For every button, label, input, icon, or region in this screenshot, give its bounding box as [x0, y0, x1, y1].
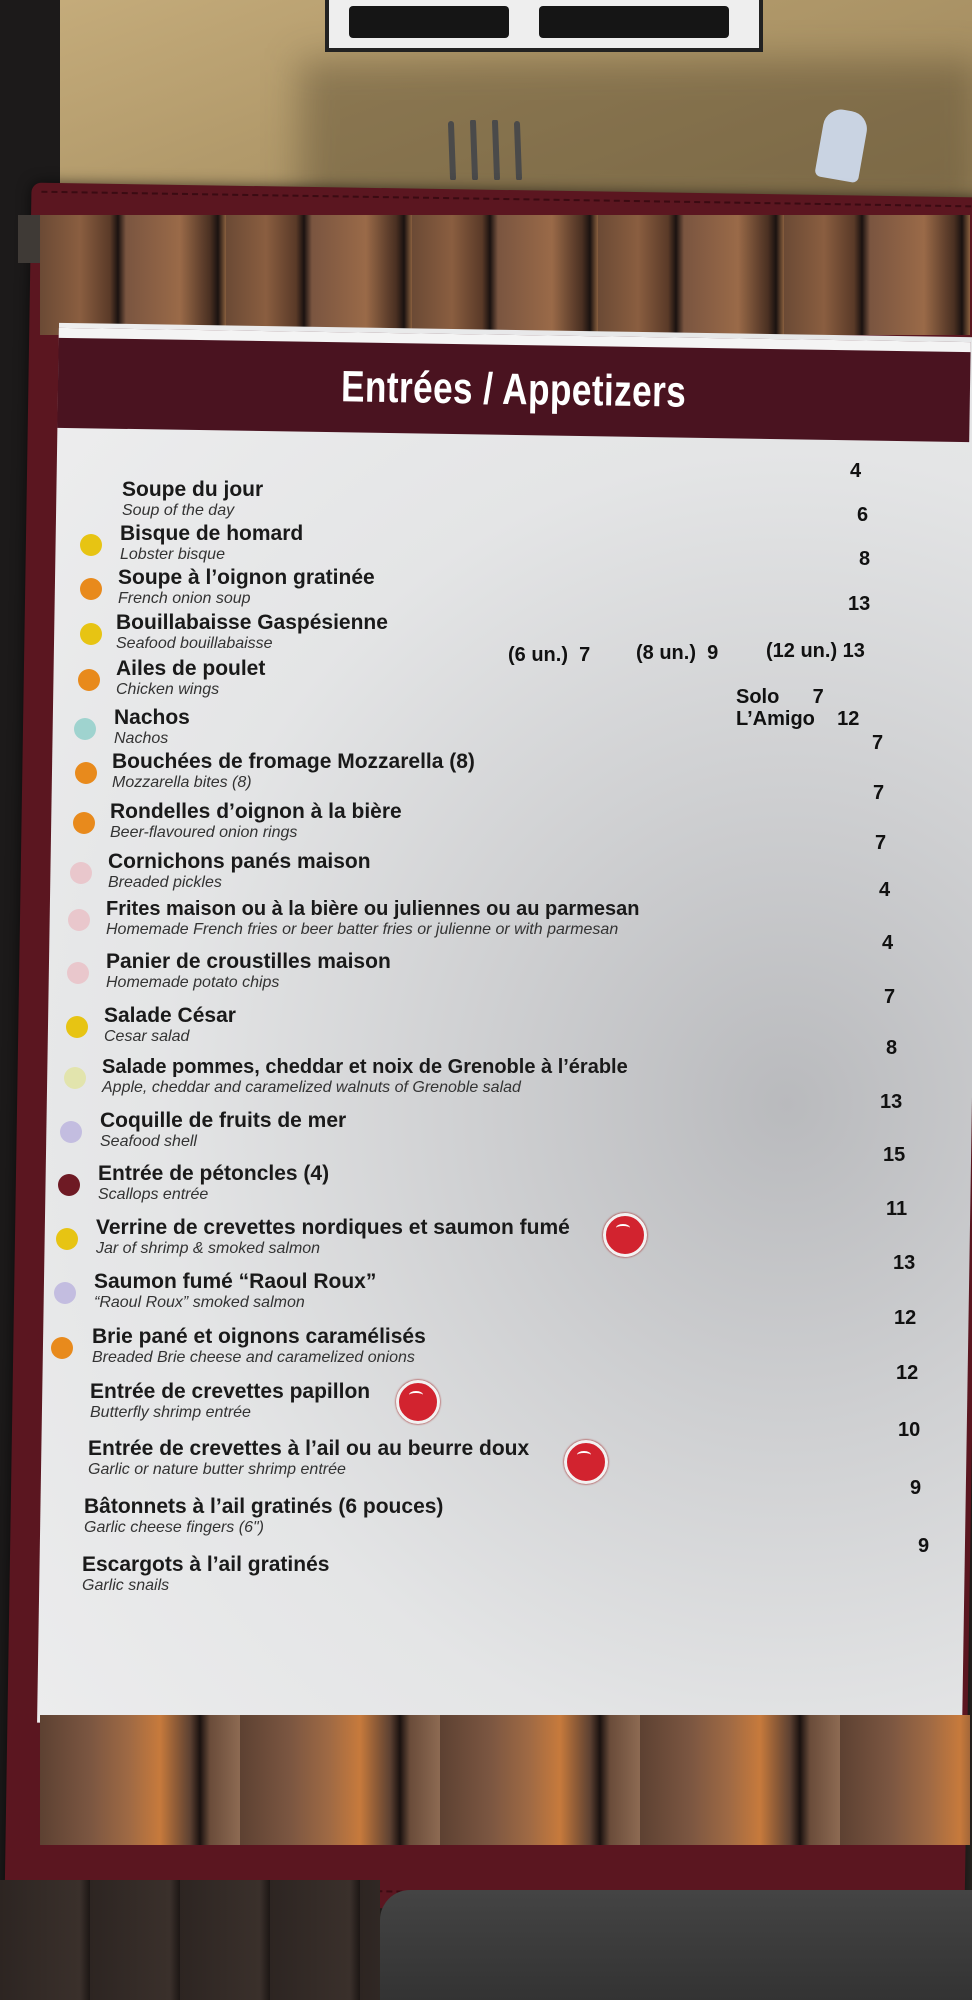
menu-item-name: Salade pommes, cheddar et noix de Grenoble à l’érable: [102, 1056, 628, 1078]
menu-item: [90, 1380, 370, 1422]
menu-item: [88, 1437, 529, 1479]
category-dot-icon: [78, 669, 100, 691]
category-dot-icon: [80, 623, 102, 645]
menu-item-name: Bâtonnets à l’ail gratinés (6 pouces): [84, 1495, 444, 1518]
menu-item: [82, 1553, 329, 1595]
menu-item-price: 13: [848, 593, 871, 615]
shrimp-badge-icon: [603, 1213, 647, 1257]
menu-item-price: 10: [898, 1419, 921, 1441]
menu-item-price: 9: [910, 1477, 922, 1499]
menu-item-name: Ailes de poulet: [116, 657, 266, 680]
menu-item: [116, 657, 265, 699]
menu-item-price: 4: [850, 460, 862, 482]
category-dot-icon: [51, 1337, 73, 1359]
menu-item-price: 13: [880, 1091, 903, 1113]
wood-header-strip: [40, 215, 970, 335]
menu-item: [118, 566, 375, 608]
menu-item-price: 12: [896, 1362, 919, 1384]
menu-item-translation: Beer-flavoured onion rings: [110, 824, 298, 841]
menu-item-price-option: (12 un.) 13: [766, 640, 865, 662]
shrimp-badge-icon: [564, 1440, 608, 1484]
menu-item-price: 9: [918, 1535, 930, 1557]
category-dot-icon: [68, 909, 90, 931]
menu-item-translation: Chicken wings: [116, 681, 220, 698]
floor: [0, 1880, 380, 2000]
menu-item-translation: Nachos: [114, 730, 169, 747]
category-dot-icon: [66, 1016, 88, 1038]
category-dot-icon: [74, 718, 96, 740]
menu-item-name: Entrée de crevettes papillon: [90, 1380, 371, 1403]
menu-item-translation: Breaded Brie cheese and caramelized onions: [92, 1349, 415, 1366]
menu-title-bar: [57, 328, 970, 442]
menu-item-translation: Homemade potato chips: [106, 974, 280, 991]
category-dot-icon: [73, 812, 95, 834]
menu-item-price: 4: [882, 932, 894, 954]
menu-item: [96, 1216, 570, 1258]
menu-item-name: Soupe du jour: [122, 478, 264, 501]
menu-item: [108, 850, 371, 892]
menu-item-translation: French onion soup: [118, 590, 251, 607]
menu-item-translation: Homemade French fries or beer batter fries or julienne or with parmesan: [106, 921, 619, 938]
menu-item-price: 8: [886, 1037, 898, 1059]
menu-item-translation: Garlic cheese fingers (6"): [84, 1519, 264, 1536]
menu-item-translation: Mozzarella bites (8): [112, 774, 252, 791]
menu-item-price: 12: [894, 1307, 917, 1329]
menu-item-name: Bouchées de fromage Mozzarella (8): [112, 750, 475, 773]
shrimp-badge-icon: [396, 1380, 440, 1424]
menu-title: Entrées / Appetizers: [341, 362, 687, 417]
menu-item-price: 13: [893, 1252, 916, 1274]
menu-item-price: 7: [884, 986, 896, 1008]
menu-item-price: 4: [879, 879, 891, 901]
menu-item-price-option: (8 un.) 9: [636, 642, 719, 664]
menu-item-price: 7: [873, 782, 885, 804]
category-dot-icon: [80, 534, 102, 556]
menu-item-price: 15: [883, 1144, 906, 1166]
menu-item: [120, 522, 303, 564]
menu-item-name: Bouillabaisse Gaspésienne: [116, 611, 388, 634]
menu-item: [104, 1004, 236, 1046]
menu-item-name: Escargots à l’ail gratinés: [82, 1553, 330, 1576]
menu-item-translation: Apple, cheddar and caramelized walnuts of Grenoble salad: [102, 1079, 521, 1096]
category-dot-icon: [54, 1282, 76, 1304]
category-dot-icon: [56, 1228, 78, 1250]
menu-item-name: Bisque de homard: [120, 522, 304, 545]
menu-item: [106, 950, 391, 992]
menu-item-price: 8: [859, 548, 871, 570]
menu-item-translation: Jar of shrimp & smoked salmon: [96, 1240, 321, 1257]
category-dot-icon: [80, 578, 102, 600]
menu-item-name: Cornichons panés maison: [108, 850, 371, 873]
menu-item-translation: Breaded pickles: [108, 874, 222, 891]
menu-item-translation: Garlic snails: [82, 1577, 170, 1594]
menu-item: [102, 1055, 628, 1097]
category-dot-icon: [70, 862, 92, 884]
menu-item-price-option: Solo 7: [736, 686, 824, 708]
menu-item-translation: Seafood shell: [100, 1133, 197, 1150]
menu-item-price: 7: [872, 732, 884, 754]
category-dot-icon: [64, 1067, 86, 1089]
category-dot-icon: [60, 1121, 82, 1143]
menu-item: [98, 1162, 329, 1204]
menu-item-name: Entrée de crevettes à l’ail ou au beurre doux: [88, 1437, 530, 1460]
category-dot-icon: [58, 1174, 80, 1196]
menu-item: [122, 478, 263, 520]
menu-item-name: Soupe à l’oignon gratinée: [118, 566, 375, 589]
menu-item-name: Coquille de fruits de mer: [100, 1109, 347, 1132]
menu-item-translation: Lobster bisque: [120, 546, 225, 563]
menu-item-name: Frites maison ou à la bière ou juliennes ou au parmesan: [106, 898, 640, 920]
menu-item-name: Panier de croustilles maison: [106, 950, 391, 973]
menu-item: [114, 706, 190, 748]
menu-item-translation: “Raoul Roux” smoked salmon: [94, 1294, 305, 1311]
menu-item: [116, 611, 388, 653]
person-lap: [380, 1890, 972, 2000]
menu-item: [106, 897, 639, 939]
menu-item: [100, 1109, 346, 1151]
menu-item: [92, 1325, 426, 1367]
menu-item-translation: Garlic or nature butter shrimp entrée: [88, 1461, 346, 1478]
fork-icon: [445, 120, 541, 180]
menu-item-translation: Seafood bouillabaisse: [116, 635, 273, 652]
menu-item-name: Verrine de crevettes nordiques et saumon fumé: [96, 1216, 570, 1239]
menu-item-name: Entrée de pétoncles (4): [98, 1162, 330, 1185]
menu-item-price-option: L’Amigo 12: [736, 708, 860, 730]
wood-footer-strip: [40, 1715, 970, 1845]
menu-item-name: Saumon fumé “Raoul Roux”: [94, 1270, 377, 1293]
category-dot-icon: [75, 762, 97, 784]
category-dot-icon: [67, 962, 89, 984]
menu-item: [110, 800, 402, 842]
menu-item-translation: Cesar salad: [104, 1028, 190, 1045]
table-sign: [325, 0, 763, 52]
menu-item-price: 7: [875, 832, 887, 854]
menu-item-price: 6: [857, 504, 869, 526]
menu-item-name: Rondelles d’oignon à la bière: [110, 800, 402, 823]
menu-item: [112, 750, 475, 792]
menu-item-price: 11: [886, 1198, 908, 1220]
menu-item-name: Salade César: [104, 1004, 236, 1027]
menu-item-price-option: (6 un.) 7: [508, 644, 591, 666]
menu-item-translation: Butterfly shrimp entrée: [90, 1404, 251, 1421]
menu-item-name: Brie pané et oignons caramélisés: [92, 1325, 426, 1348]
menu-item: [84, 1495, 443, 1537]
menu-item: [94, 1270, 376, 1312]
menu-item-translation: Soup of the day: [122, 502, 235, 519]
menu-item-name: Nachos: [114, 706, 190, 729]
menu-item-translation: Scallops entrée: [98, 1186, 209, 1203]
